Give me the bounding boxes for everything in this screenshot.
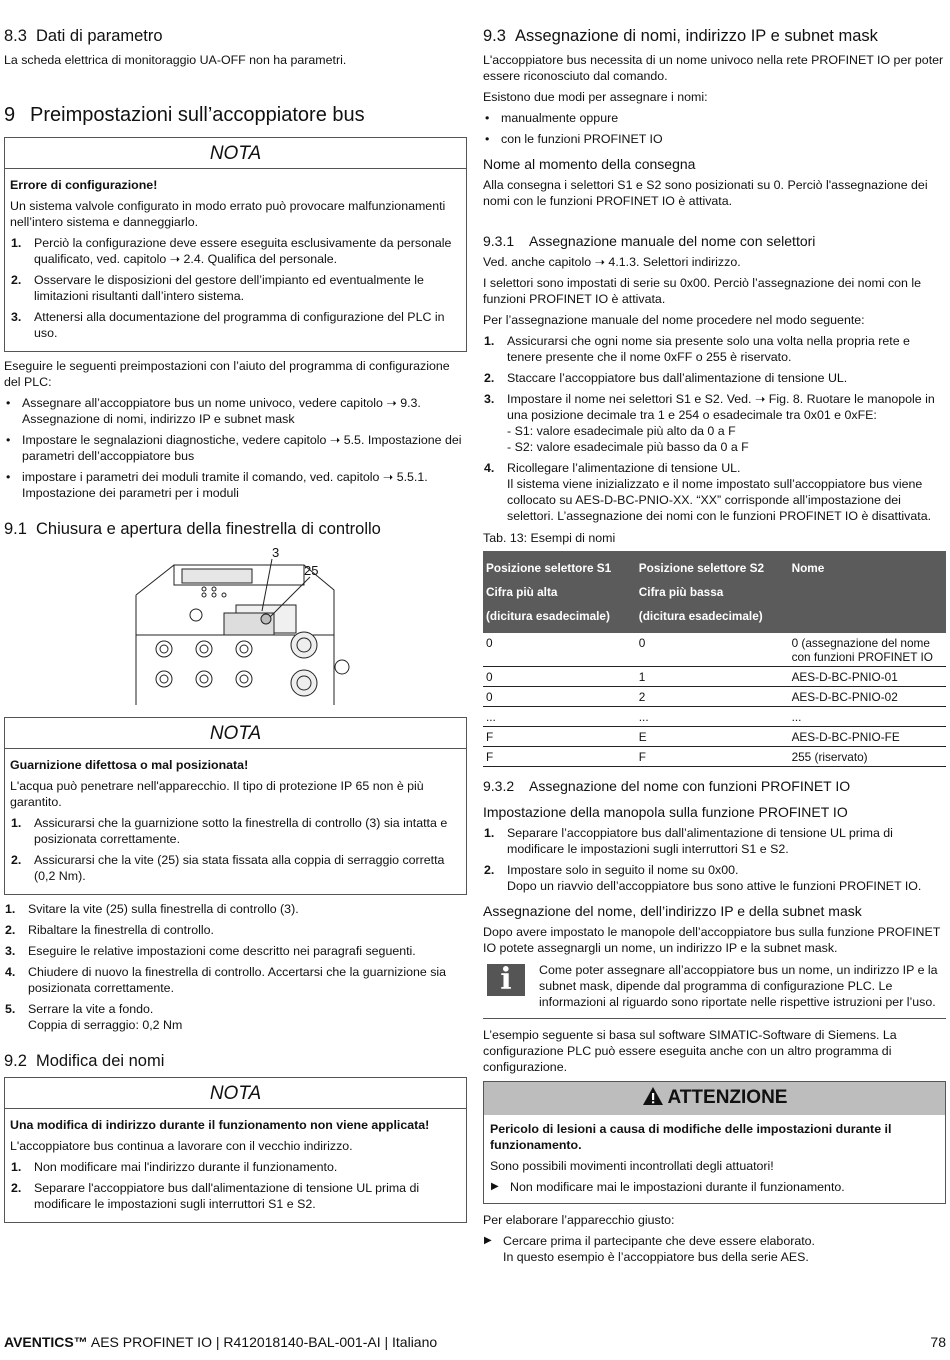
list-item: 1. Non modificare mai l'indirizzo durante il funzionamento. — [11, 1160, 338, 1174]
notice-list — [10, 815, 460, 884]
heading-9-1: 9.1 Chiusura e apertura della finestrella di controllo — [4, 520, 381, 538]
heading-9-3-1: 9.3.1 Assegnazione manuale del nome con selettori — [483, 233, 816, 249]
list-item: 2. Separare l'accoppiatore bus dall'alimentazione di tensione UL prima di modificare le impostazioni sugli interruttori S1 e S2. — [11, 1181, 420, 1211]
subheading: Assegnazione del nome, dell’indirizzo IP e della subnet mask — [483, 903, 862, 919]
notice-title: Guarnizione difettosa o mal posizionata! — [10, 758, 249, 772]
notice-box — [4, 137, 467, 352]
list-item: 2. Assicurarsi che la vite (25) sia stata fissata alla coppia di serraggio corretta (0,2 Nm). — [11, 853, 445, 883]
paragraph: L’esempio seguente si basa sul software SIMATIC-Software di Siemens. La configurazione PLC può essere eseguita anche con un altro programma di configurazione. — [483, 1028, 897, 1074]
names-table — [483, 551, 946, 767]
warning-heading: ATTENZIONE — [484, 1082, 945, 1115]
info-icon: i — [487, 964, 525, 996]
list-item: • impostare i parametri dei moduli tramite il comando, ved. capitolo ➝ 5.5.1. Impostazione dei parametri per i moduli — [4, 469, 467, 501]
figure-label-3: 3 — [272, 545, 280, 560]
list-item: 2. Ribaltare la finestrella di controllo. — [5, 923, 214, 937]
notice-list — [10, 235, 460, 341]
notice-text: L'acqua può penetrare nell'apparecchio. Il tipo di protezione IP 65 non è più garantito. — [10, 779, 424, 809]
notice-title: Una modifica di indirizzo durante il funzionamento non viene applicata! — [10, 1118, 430, 1132]
paragraph: Ved. anche capitolo ➝ 4.1.3. Selettori indirizzo. — [483, 255, 741, 269]
heading-9: 9 Preimpostazioni sull’accoppiatore bus — [4, 104, 365, 126]
notice-text: L'accoppiatore bus continua a lavorare con il vecchio indirizzo. — [10, 1139, 353, 1153]
warning-box — [483, 1081, 946, 1204]
list-item: ▶ Cercare prima il partecipante che deve essere elaborato. In questo esempio è l’accoppiatore bus della serie AES. — [483, 1233, 946, 1265]
brand-name: AVENTICS™ — [4, 1334, 88, 1350]
paragraph: Eseguire le seguenti preimpostazioni con l’aiuto del programma di configurazione del PLC: — [4, 359, 450, 389]
action-list — [483, 1233, 946, 1265]
notice-list — [10, 1159, 460, 1212]
paragraph: La scheda elettrica di monitoraggio UA-OFF non ha parametri. — [4, 53, 347, 67]
paragraph: Per l’assegnazione manuale del nome procedere nel modo seguente: — [483, 313, 865, 327]
paragraph: Dopo avere impostato le manopole dell’accoppiatore bus sulla funzione PROFINET IO potete assegnargli un nome, un indirizzo IP e la subnet mask. — [483, 925, 941, 955]
subheading: Nome al momento della consegna — [483, 156, 696, 172]
list-item: 1. Perciò la configurazione deve essere eseguita esclusivamente da personale qualificato, ved. capitolo ➝ 2.4. Qualifica del personale. — [11, 236, 452, 266]
table-caption: Tab. 13: Esempi di nomi — [483, 531, 616, 545]
notice-box — [4, 1077, 467, 1223]
paragraph: Esistono due modi per assegnare i nomi: — [483, 90, 708, 104]
info-box — [483, 962, 946, 1019]
paragraph: L'accoppiatore bus necessita di un nome univoco nella rete PROFINET IO per poter essere riconosciuto dal comando. — [483, 53, 944, 83]
heading-9-3: 9.3 Assegnazione di nomi, indirizzo IP e subnet mask — [483, 27, 878, 45]
table-header: Nome — [789, 551, 946, 633]
list-item: • con le funzioni PROFINET IO — [483, 131, 946, 147]
list-item: • Impostare le segnalazioni diagnostiche, vedere capitolo ➝ 5.5. Impostazione dei parametri dell’accoppiatore bus — [4, 432, 467, 464]
bullet-list — [4, 395, 467, 501]
warning-text: Sono possibili movimenti incontrollati degli attuatori! — [490, 1159, 774, 1173]
subheading: Impostazione della manopola sulla funzione PROFINET IO — [483, 804, 848, 820]
figure-label-25: 25 — [304, 563, 319, 578]
list-item: 4. Ricollegare l’alimentazione di tensione UL. Il sistema viene inizializzato e il nome impostato sull’accoppiatore bus viene collocato su AES-D-BC-PNIO-XX. “XX” corrisponde all’impostazione dei selettori. L’assegnazione dei nomi con le funzioni PROFINET IO è disattivata. — [484, 461, 932, 523]
list-item: 1. Assicurarsi che la guarnizione sotto la finestrella di controllo (3) sia intatta e posizionata correttamente. — [11, 816, 448, 846]
right-column — [483, 22, 946, 1269]
paragraph: I selettori sono impostati di serie su 0x00. Perciò l’assegnazione dei nomi con le funzioni PROFINET IO è attivata. — [483, 276, 922, 306]
page-number: 78 — [930, 1334, 946, 1350]
table-row: F E AES-D-BC-PNIO-FE — [483, 727, 946, 747]
list-item: 1. Assicurarsi che ogni nome sia presente solo una volta nella propria rete e tenere presente che il nome 0xFF o 255 è riservato. — [484, 334, 910, 364]
step-list — [483, 333, 946, 524]
heading-9-3-2: 9.3.2 Assegnazione del nome con funzioni PROFINET IO — [483, 778, 851, 794]
notice-title: Errore di configurazione! — [10, 178, 158, 192]
notice-heading: NOTA — [5, 718, 466, 749]
paragraph: Alla consegna i selettori S1 e S2 sono posizionati su 0. Perciò l'assegnazione dei nomi con le funzioni PROFINET IO è attivata. — [483, 178, 928, 208]
table-row: F F 255 (riservato) — [483, 747, 946, 767]
heading-8-3: 8.3 Dati di parametro — [4, 27, 163, 45]
table-header: Posizione selettore S2 Cifra più bassa (dicitura esadecimale) — [636, 551, 789, 633]
list-item: 3. Eseguire le relative impostazioni come descritto nei paragrafi seguenti. — [5, 944, 416, 958]
list-item: 2. Osservare le disposizioni del gestore dell’impianto ed eventualmente le limitazioni risultanti dall’intero sistema. — [11, 273, 424, 303]
list-item: 3. Attenersi alla documentazione del programma di configurazione del PLC in uso. — [11, 310, 445, 340]
footer-text: AES PROFINET IO | R412018140-BAL-001-AI | Italiano — [87, 1334, 438, 1350]
table-row: 0 0 0 (assegnazione del nome con funzioni PROFINET IO — [483, 633, 946, 667]
list-item: 5. Serrare la vite a fondo. Coppia di serraggio: 0,2 Nm — [5, 1002, 183, 1032]
info-text: Come poter assegnare all’accoppiatore bus un nome, un indirizzo IP e la subnet mask, dipende dal programma di configurazione PLC. Le informazioni al riguardo sono riportate nelle rispettive istruzioni per l’uso. — [539, 963, 938, 1009]
notice-box — [4, 717, 467, 895]
list-item: • Assegnare all’accoppiatore bus un nome univoco, vedere capitolo ➝ 9.3. Assegnazione di nomi, indirizzo IP e subnet mask — [4, 395, 467, 427]
bus-coupler-illustration — [4, 545, 467, 705]
step-list — [483, 825, 946, 894]
paragraph: Per elaborare l’apparecchio giusto: — [483, 1213, 675, 1227]
left-column — [4, 22, 467, 1229]
list-item: 1. Separare l’accoppiatore bus dall’alimentazione di tensione UL prima di modificare le impostazioni sugli interruttori S1 e S2. — [484, 826, 893, 856]
table-row: 0 2 AES-D-BC-PNIO-02 — [483, 687, 946, 707]
table-row: ... ... ... — [483, 707, 946, 727]
page-footer — [4, 1333, 946, 1351]
list-item: 2. Staccare l’accoppiatore bus dall’alimentazione di tensione UL. — [484, 371, 848, 385]
list-item: ▶ Non modificare mai le impostazioni durante il funzionamento. — [490, 1179, 939, 1195]
bullet-list — [483, 110, 946, 147]
list-item: 4. Chiudere di nuovo la finestrella di controllo. Accertarsi che la guarnizione sia posizionata correttamente. — [5, 965, 447, 995]
device-figure — [4, 545, 467, 705]
warning-triangle-icon — [642, 1086, 664, 1113]
notice-heading: NOTA — [5, 1078, 466, 1109]
list-item: 3. Impostare il nome nei selettori S1 e S2. Ved. ➝ Fig. 8. Ruotare le manopole in una posizione decimale tra 1 e 254 o esadecimale tra 0x01 e 0xFE: - S1: valore esadecimale più alto da 0 a F - S2: valore esadecimale più basso da 0 a F — [484, 392, 935, 454]
action-list — [490, 1179, 939, 1195]
list-item: 2. Impostare solo in seguito il nome su 0x00. Dopo un riavvio dell’accoppiatore bus sono attive le funzioni PROFINET IO. — [484, 863, 922, 893]
table-header: Posizione selettore S1 Cifra più alta (dicitura esadecimale) — [483, 551, 636, 633]
table-row: 0 1 AES-D-BC-PNIO-01 — [483, 667, 946, 687]
notice-heading: NOTA — [5, 138, 466, 169]
notice-text: Un sistema valvole configurato in modo errato può provocare malfunzionamenti nell’intero sistema e danneggiarlo. — [10, 199, 446, 229]
list-item: • manualmente oppure — [483, 110, 946, 126]
step-list — [4, 901, 467, 1033]
list-item: 1. Svitare la vite (25) sulla finestrella di controllo (3). — [5, 902, 299, 916]
warning-title: Pericolo di lesioni a causa di modifiche delle impostazioni durante il funzionamento. — [490, 1122, 892, 1152]
heading-9-2: 9.2 Modifica dei nomi — [4, 1052, 165, 1070]
